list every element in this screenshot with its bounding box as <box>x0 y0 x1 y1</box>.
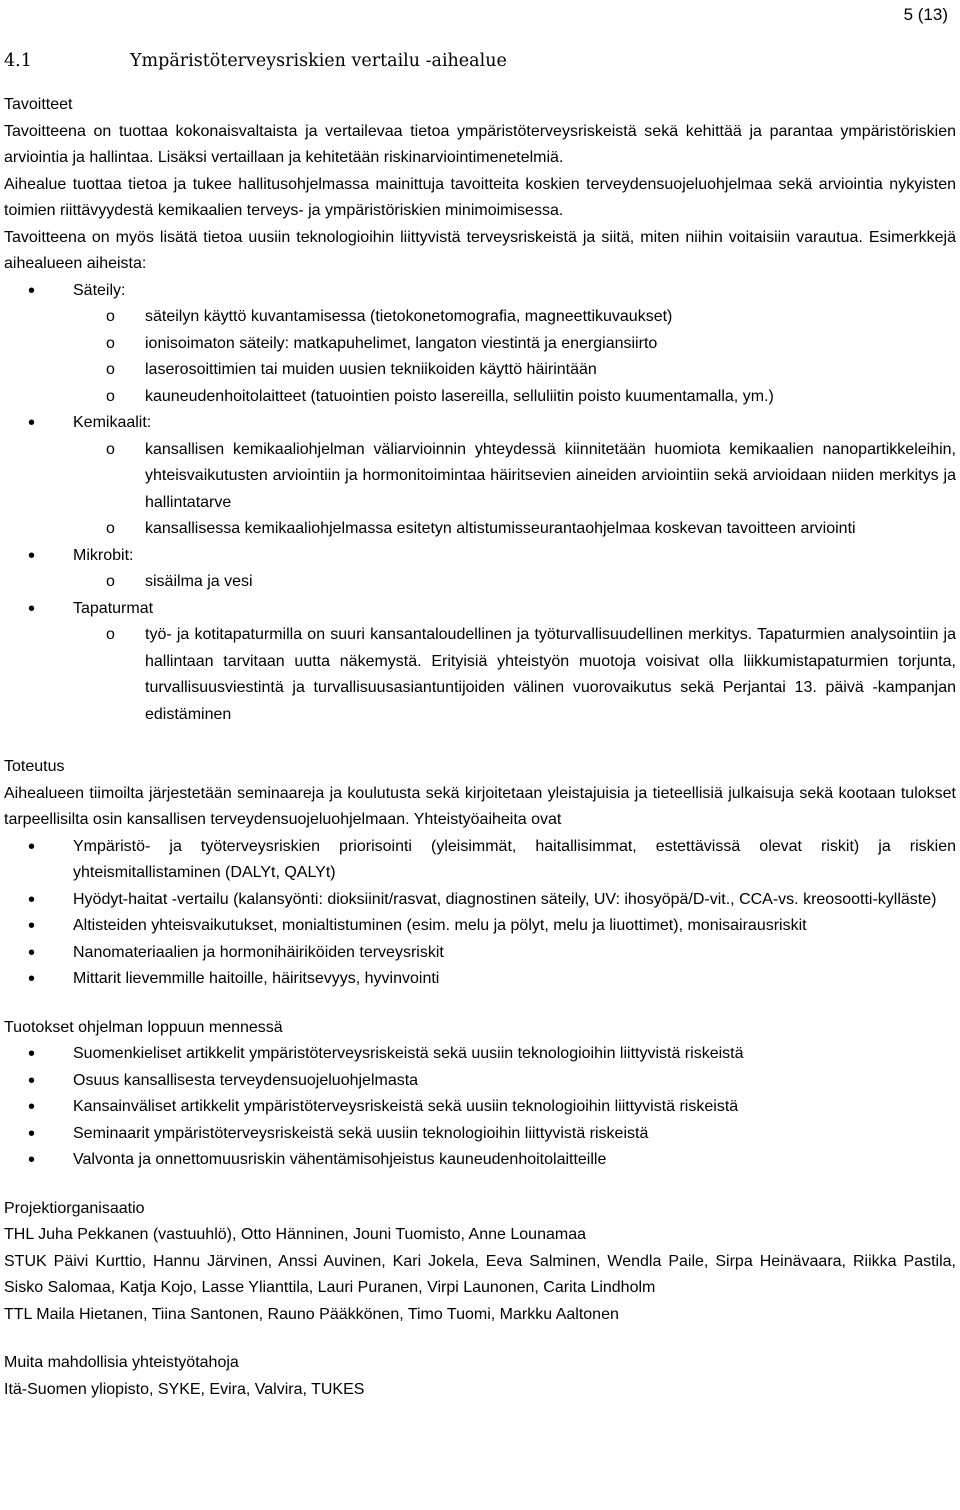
topic-subitem: o työ- ja kotitapaturmilla on suuri kansantaloudellinen ja työturvallisuudellinen merkitys. Tapaturmien analysointiin ja hallintaan tarvitaan uutta näkemystä. Erityisiä yhteistyön muotoja voisivat olla liikkumistapaturmien torjunta, turvallisuusviestintä ja turvallisuusasiantuntijoiden välinen vuorovaikutus sekä Perjantai 13. päivä -kampanjan edistäminen <box>73 622 956 728</box>
topic-subitem: o kansallisen kemikaaliohjelman väliarvioinnin yhteydessä kiinnitetään huomiota kemikaalien nanopartikkeleihin, yhteisvaikutusten arviointiin ja hormonitoimintaa häiritsevien aineiden arviointiin sekä arvioidaan niiden merkitys ja hallintatarve <box>73 437 956 517</box>
topic-item <box>4 543 956 596</box>
section-number: 4.1 <box>4 51 32 71</box>
tuotokset-list <box>4 1041 956 1174</box>
topic-subitem: o säteilyn käyttö kuvantamisessa (tietokonetomografia, magneettikuvaukset) <box>73 304 956 331</box>
section-title: Ympäristöterveysriskien vertailu -aihealue <box>130 51 507 71</box>
topic-label: Mikrobit: <box>73 546 134 564</box>
topic-subitem: o sisäilma ja vesi <box>73 569 956 596</box>
tavoitteet-title: Tavoitteet <box>4 96 73 113</box>
yhteistyotahot-title: Muita mahdollisia yhteistyötahoja <box>4 1354 239 1371</box>
yhteistyotahot-line: Itä-Suomen yliopisto, SYKE, Evira, Valvira, TUKES <box>4 1380 365 1398</box>
list-item: • Hyödyt-haitat -vertailu (kalansyönti: dioksiinit/rasvat, diagnostinen säteily, UV: ihosyöpä/D-vit., CCA-vs. kreosootti-kylläste) <box>4 887 956 914</box>
list-item: • Seminaarit ympäristöterveysriskeistä sekä uusiin teknologioihin liittyvistä riskeistä <box>4 1121 956 1148</box>
organisaatio-line: STUK Päivi Kurttio, Hannu Järvinen, Anssi Auvinen, Kari Jokela, Eeva Salminen, Wendla Paile, Sirpa Heinävaara, Riikka Pastila, Sisko Salomaa, Katja Kojo, Lasse Ylianttila, Lauri Puranen, Virpi Launonen, Carita Lindholm <box>4 1252 956 1296</box>
topic-sublist <box>4 622 956 728</box>
page-content <box>4 46 956 1403</box>
list-item: • Suomenkieliset artikkelit ympäristöterveysriskeistä sekä uusiin teknologioihin liittyvistä riskeistä <box>4 1041 956 1068</box>
section-heading <box>4 46 956 76</box>
tavoitteet-paragraph-1: Tavoitteena on tuottaa kokonaisvaltaista ja vertailevaa tietoa ympäristöterveysriskeistä sekä kehittää ja parantaa ympäristöriskien arviointia ja hallintaa. Lisäksi vertaillaan ja kehitetään riskinarviointimenetelmiä. <box>4 122 956 166</box>
topic-item <box>4 278 956 411</box>
topic-label: Tapaturmat <box>73 599 154 617</box>
organisaatio-line: TTL Maila Hietanen, Tiina Santonen, Rauno Pääkkönen, Timo Tuomi, Markku Aaltonen <box>4 1305 619 1323</box>
tavoitteet-section <box>4 92 956 728</box>
list-item: • Osuus kansallisesta terveydensuojeluohjelmasta <box>4 1068 956 1095</box>
topic-list <box>4 278 956 729</box>
topic-label: Kemikaalit: <box>73 414 152 431</box>
organisaatio-title: Projektiorganisaatio <box>4 1199 145 1217</box>
list-item: • Altisteiden yhteisvaikutukset, monialtistuminen (esim. melu ja pölyt, melu ja liuottimet), monisairausriskit <box>4 913 956 940</box>
toteutus-list <box>4 834 956 993</box>
list-item: • Valvonta ja onnettomuusriskin vähentämisohjeistus kauneudenhoitolaitteille <box>4 1147 956 1174</box>
topic-sublist <box>4 569 956 596</box>
toteutus-title: Toteutus <box>4 758 65 775</box>
topic-sublist <box>4 304 956 410</box>
list-item: • Ympäristö- ja työterveysriskien priorisointi (yleisimmät, haitallisimmat, estettävissä olevat riskit) ja riskien yhteismitallistaminen (DALYt, QALYt) <box>4 834 956 887</box>
topic-label: Säteily: <box>73 281 126 299</box>
page-number: 5 (13) <box>903 5 948 24</box>
topic-subitem: o laserosoittimien tai muiden uusien tekniikoiden käyttö häirintään <box>73 357 956 384</box>
topic-item <box>4 410 956 543</box>
yhteistyotahot-section <box>4 1350 956 1403</box>
topic-sublist <box>4 437 956 543</box>
toteutus-section <box>4 754 956 993</box>
toteutus-paragraph: Aihealueen tiimoilta järjestetään seminaareja ja koulutusta sekä kirjoitetaan yleistajuisia ja tieteellisiä julkaisuja sekä kootaan tulokset tarpeellisilta osin kansallisen terveydensuojeluohjelmaan. Yhteistyöaiheita ovat <box>4 784 956 828</box>
tuotokset-section <box>4 1015 956 1174</box>
organisaatio-line: THL Juha Pekkanen (vastuuhlö), Otto Hänninen, Jouni Tuomisto, Anne Lounamaa <box>4 1226 586 1243</box>
topic-subitem: o kansallisessa kemikaaliohjelmassa esitetyn altistumisseurantaohjelmaa koskevan tavoitteen arviointi <box>73 516 956 543</box>
topic-subitem: o ionisoimaton säteily: matkapuhelimet, langaton viestintä ja energiansiirto <box>73 331 956 358</box>
topic-item <box>4 596 956 729</box>
tavoitteet-paragraph-2: Aihealue tuottaa tietoa ja tukee hallitusohjelmassa mainittuja tavoitteita koskien terveydensuojeluohjelmaa sekä arviointia nykyisten toimien riittävyydestä kemikaalien terveys- ja ympäristöriskien minimoimisessa. <box>4 175 956 219</box>
tavoitteet-paragraph-3: Tavoitteena on myös lisätä tietoa uusiin teknologioihin liittyvistä terveysriskeistä ja siitä, miten niihin voitaisiin varautua. Esimerkkejä aihealueen aiheista: <box>4 228 956 272</box>
list-item: • Kansainväliset artikkelit ympäristöterveysriskeistä sekä uusiin teknologioihin liittyvistä riskeistä <box>4 1094 956 1121</box>
organisaatio-section <box>4 1196 956 1329</box>
list-item: • Mittarit lievemmille haitoille, häiritsevyys, hyvinvointi <box>4 966 956 993</box>
list-item: • Nanomateriaalien ja hormonihäiriköiden terveysriskit <box>4 940 956 967</box>
topic-subitem: o kauneudenhoitolaitteet (tatuointien poisto lasereilla, selluliitin poisto kuumentamalla, ym.) <box>73 384 956 411</box>
tuotokset-title: Tuotokset ohjelman loppuun mennessä <box>4 1018 283 1036</box>
